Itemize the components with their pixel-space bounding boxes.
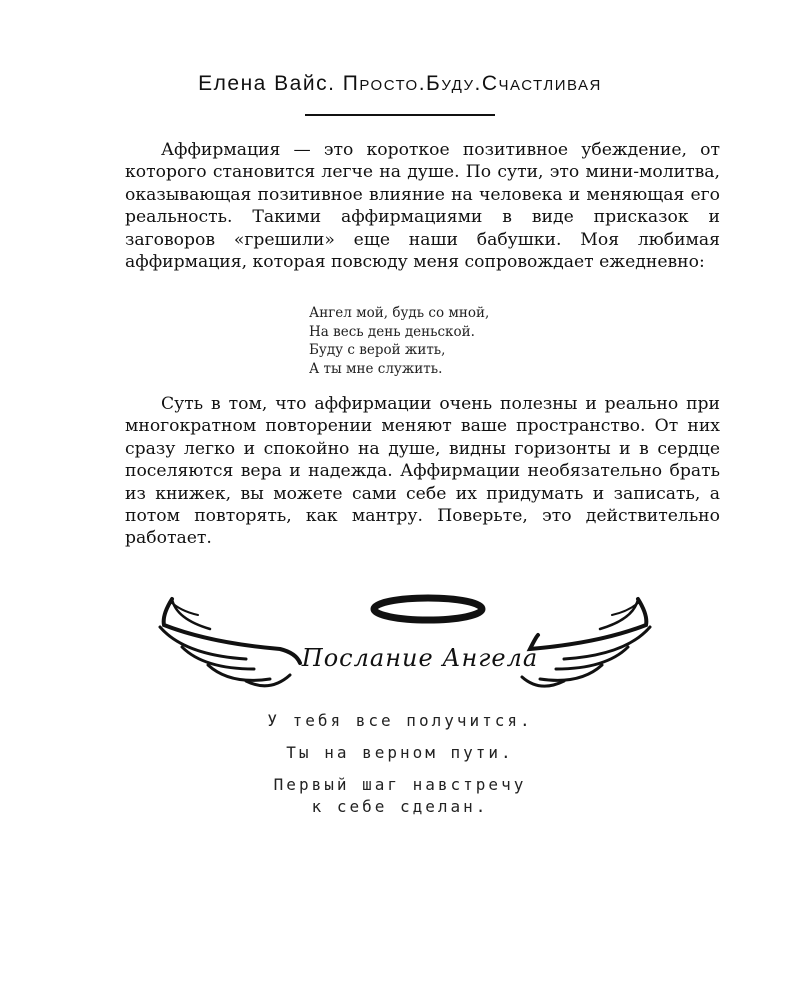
poem-line: На весь день деньской. <box>309 323 475 340</box>
poem-line: Ангел мой, будь со мной, <box>309 305 490 321</box>
halo-icon <box>374 596 482 620</box>
header-author: Елена Вайс. <box>198 72 336 95</box>
right-wing-icon <box>522 599 650 686</box>
poem-line: Буду с верой жить, <box>309 342 446 358</box>
angel-message-line: У тебя все получится. <box>267 711 533 730</box>
left-wing-icon <box>160 599 300 686</box>
angel-message-title: Послание Ангела <box>301 644 539 672</box>
poem-line: А ты мне служить. <box>309 360 443 377</box>
angel-message-line: к себе сделан. <box>311 797 489 816</box>
angel-message-line: Первый шаг навстречу <box>273 775 527 794</box>
paragraph-affirmation-benefits: Суть в том, что аффирмации очень полезны и реально при многократном повторении меняют ваше пространство. От них сразу легко и спокойно на душе, видны горизонты и в сердце поселяются вера и надежда. Аффирмации необязательно брать из книжек, вы можете сами себе их придумать и записать, а потом повторять, как мантру. Поверьте, это действительно работает. <box>125 394 720 549</box>
poem <box>309 304 489 378</box>
paragraph-affirmation-intro: Аффирмация — это короткое позитивное убеждение, от которого становится легче на душе. По сути, это мини-молитва, оказывающая позитивное влияние на человека и меняющая его реальность. Такими аффирмациями в виде присказок и заговоров «грешили» еще наши бабушки. Моя любимая аффирмация, которая повсюду меня сопровождает ежедневно: <box>125 140 720 273</box>
header-book-title: Просто.Буду.Счастливая <box>342 72 602 95</box>
header-divider <box>305 114 495 116</box>
angel-message-line: Ты на верном пути. <box>286 743 514 762</box>
running-header <box>0 72 800 96</box>
